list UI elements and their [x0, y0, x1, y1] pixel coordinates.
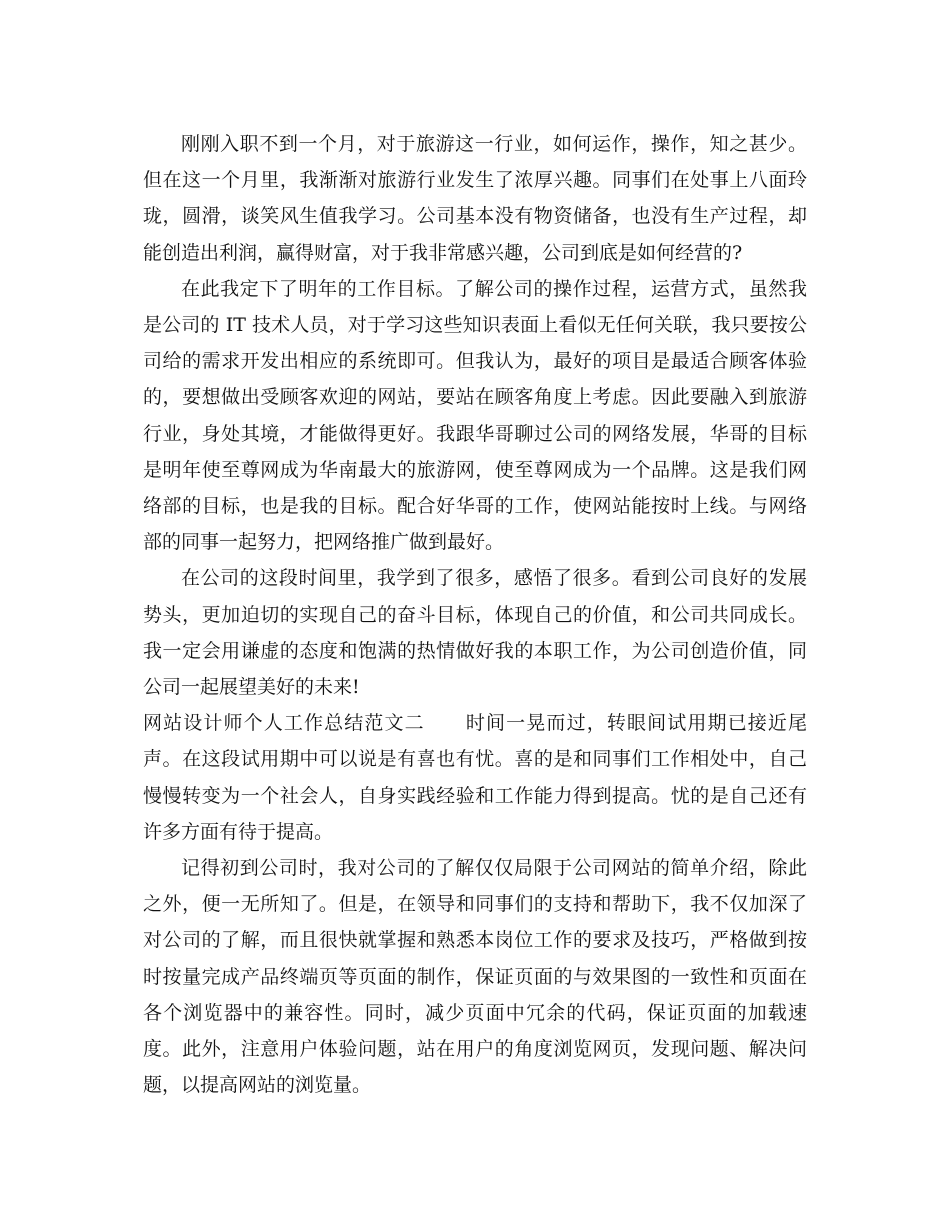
- paragraph-2: 在此我定下了明年的工作目标。了解公司的操作过程，运营方式，虽然我是公司的 IT 技术人员，对于学习这些知识表面上看似无任何关联，我只要按公司给的需求开发出相应的系统即可。但我认为，最好的项目是最适合顾客体验的，要想做出受顾客欢迎的网站，要站在顾客角度上考虑。因此要融入到旅游行业，身处其境，才能做得更好。我跟华哥聊过公司的网络发展，华哥的目标是明年使至尊网成为华南最大的旅游网，使至尊网成为一个品牌。这是我们网络部的目标，也是我的目标。配合好华哥的工作，使网站能按时上线。与网络部的同事一起努力，把网络推广做到最好。: [143, 277, 807, 554]
- section-intro-paragraph: [143, 705, 807, 850]
- paragraph-5: 记得初到公司时，我对公司的了解仅仅局限于公司网站的简单介绍，除此之外，便一无所知了。但是，在领导和同事们的支持和帮助下，我不仅加深了对公司的了解，而且很快就掌握和熟悉本岗位工作的要求及技巧，严格做到按时按量完成产品终端页等页面的制作，保证页面的与效果图的一致性和页面在各个浏览器中的兼容性。同时，减少页面中冗余的代码，保证页面的加载速度。此外，注意用户体验问题，站在用户的角度浏览网页，发现问题、解决问题，以提高网站的浏览量。: [143, 857, 807, 1097]
- section-first-paragraph: 时间一晃而过，转眼间试用期已接近尾声。在这段试用期中可以说是有喜也有忧。喜的是和同事们工作相处中，自己慢慢转变为一个社会人，自身实践经验和工作能力得到提高。忧的是自己还有许多方面有待于提高。: [143, 712, 807, 843]
- document-body: [143, 126, 807, 1103]
- paragraph-3: 在公司的这段时间里，我学到了很多，感悟了很多。看到公司良好的发展势头，更加迫切的实现自己的奋斗目标，体现自己的价值，和公司共同成长。我一定会用谦虚的态度和饱满的热情做好我的本职工作，为公司创造价值，同公司一起展望美好的未来!: [143, 567, 807, 699]
- paragraph-1: 刚刚入职不到一个月，对于旅游这一行业，如何运作，操作，知之甚少。但在这一个月里，我渐渐对旅游行业发生了浓厚兴趣。同事们在处事上八面玲珑，圆滑，谈笑风生值我学习。公司基本没有物资储备，也没有生产过程，却能创造出利润，赢得财富，对于我非常感兴趣，公司到底是如何经营的?: [143, 133, 807, 264]
- section-heading: 网站设计师个人工作总结范文二: [143, 712, 425, 735]
